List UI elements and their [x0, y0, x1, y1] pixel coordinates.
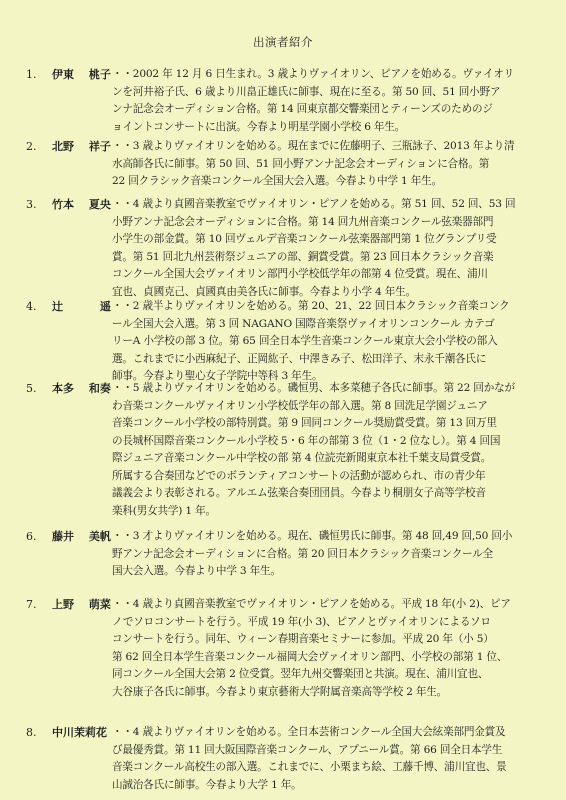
entry-number: 5. — [26, 382, 37, 395]
bio-line: び最優秀賞。第 11 回大阪国際音楽コンクール、アプニール賞。第 66 回全日本学生 — [112, 743, 503, 756]
performer-name: 北野 祥子 — [52, 140, 111, 153]
bio-line: リーA 小学校の部 3 位。第 65 回全日本学生音楽コンクール東京大会小学校の部入 — [112, 335, 498, 347]
performer-name: 辻 遥 — [52, 300, 111, 313]
bio-line: 野アンナ記念会オーディションに合格。第 20 回日本クラシック音楽コンクール全 — [112, 547, 494, 560]
bio-line: 師事。今春より聖心女子学院中等科 3 年生。 — [112, 370, 323, 382]
bio-line: 音楽コンクール小学校の部特別賞。第 9 回同コンクール奨励賞受賞。第 13 回万里 — [112, 417, 497, 429]
bio-line: 議義会より表彰される。アルエム弦楽合奏団団員。今春より桐朋女子高等学校音 — [112, 487, 486, 499]
bio-line: 22 回クラシック音楽コンクール全国大会入選。今春より中学 1 年生。 — [112, 175, 442, 187]
performer-name: 中川茉莉花 — [52, 726, 107, 739]
bio-line: 水高師各氏に師事。第 50 回、51 回小野アンナ記念会オーディションに合格。第 — [112, 157, 490, 170]
entry-number: 1. — [26, 68, 37, 81]
bio-line: ール全国大会入選。第 3 回 NAGANO 国際音楽祭ヴァイオリンコンクール カテゴ — [112, 317, 495, 330]
bio-line: わ音楽コンクールヴァイオリン小学校低学年の部入選。第 8 回洗足学園ジュニア — [112, 399, 488, 412]
bio-line: の長城杯国際音楽コンクール小学校 5・6 年の部第 3 位（1・2 位なし）。第 4 回国 — [112, 434, 501, 447]
entry-number: 3. — [26, 198, 37, 211]
performer-name: 竹本 夏央 — [52, 198, 111, 211]
performer-name: 伊東 桃子 — [52, 68, 111, 81]
bio-line: ・・4 歳より貞國音楽教室でヴァイオリン・ピアノを始める。平成 18 年(小 2)、ピア — [112, 598, 511, 610]
entry-number: 7. — [26, 598, 37, 611]
bio-line: ・・2002 年 12 月 6 日生まれ。3 歳よりヴァイオリン、ピアノを始める。ヴァイオリ — [112, 68, 515, 80]
bio-line: 選。これまでに小西麻紀子、正岡紘子、中澤きみ子、松田洋子、末永千潮各氏に — [112, 352, 487, 365]
bio-line: ノでソロコンサートを行う。平成 19 年(小 3)、ピアノとヴァイオリンによるソロ — [112, 615, 491, 628]
entry-number: 2. — [26, 140, 37, 153]
bio-line: ンを河井裕子氏、6 歳より川畠正雄氏に師事、現在に至る。第 50 回、51 回小野ア — [112, 85, 501, 98]
bio-line: 小学生の部金賞。第 10 回ヴェルデ音楽コンクール弦楽器部門第 1 位グランプリ受 — [112, 233, 497, 245]
bio-line: ョイントコンサートに出演。今春より明星学園小学校 6 年生。 — [112, 120, 406, 133]
entry-number: 8. — [26, 726, 37, 739]
bio-line: ・・5 歳よりヴァイオリンを始める。磯恒男、本多菜穂子各氏に師事。第 22 回かなが — [112, 382, 515, 394]
bio-line: 山誠治各氏に師事。今春より大学 1 年。 — [112, 778, 302, 791]
bio-line: 国大会入選。今春より中学 3 年生。 — [112, 565, 281, 577]
entry-number: 6. — [26, 530, 37, 543]
bio-line: ・・3 歳よりヴァイオリンを始める。現在までに佐藤明子、三瓶詠子、2013 年より清 — [112, 140, 515, 152]
performer-name: 藤井 美帆 — [52, 530, 111, 543]
bio-line: 所属する合奏団などでのボランティアコンサートの活動が認められ、市の青少年 — [112, 469, 486, 482]
bio-line: 宜也、貞國克己、貞國真由美各氏に師事。今春より小学 4 年生。 — [112, 285, 416, 298]
bio-line: 音楽コンクール高校生の部入選。これまでに、小栗まち絵、工藤千博、浦川宜也、景 — [112, 761, 507, 773]
bio-line: コンサートを行う。同年、ウィーン春期音楽セミナーに参加。平成 20 年（小 5） — [112, 633, 494, 645]
bio-line: ・・3 才よりヴァイオリンを始める。現在、磯恒男氏に師事。第 48 回,49 回,50 回小 — [112, 530, 513, 542]
page-title: 出演者紹介 — [253, 35, 313, 49]
bio-line: 楽科(男女共学) 1 年。 — [112, 504, 216, 517]
bio-line: ・・4 歳より貞國音楽教室でヴァイオリン・ピアノを始める。第 51 回、52 回、53 回 — [112, 198, 516, 210]
bio-line: 同コンクール全国大会第 2 位受賞。翌年九州交響楽団と共演。現在、浦川宜也、 — [112, 668, 489, 680]
bio-line: 際ジュニア音楽コンクール中学校の部 第 4 位読売新聞東京本社千葉支局賞受賞。 — [112, 452, 492, 464]
bio-line: ・・4 歳よりヴァイオリンを始める。全日本芸術コンクール全国大会絃楽部門金賞及 — [112, 726, 506, 738]
bio-line: コンクール全国大会ヴァイオリン部門小学校低学年の部第 4 位受賞。現在、浦川 — [112, 268, 488, 280]
bio-line: ・・2 歳半よりヴァイオリンを始める。第 20、21、22 回日本クラシック音楽コンク — [112, 300, 510, 312]
bio-line: 賞。第 51 回北九州芸術祭ジュニアの部、銅賞受賞。第 23 回日本クラシック音楽 — [112, 250, 494, 263]
bio-line: 小野アンナ記念会オーディションに合格。第 14 回九州音楽コンクール弦楽器部門 — [112, 215, 494, 228]
bio-line: 大谷康子各氏に師事。今春より東京藝術大学附属音楽高等学校 2 年生。 — [112, 685, 448, 698]
performer-name: 本多 和奏 — [52, 382, 111, 395]
performer-name: 上野 萌菜 — [52, 598, 111, 611]
bio-line: ンナ記念会オーディション合格。第 14 回東京都交響楽団とティーンズのためのジ — [112, 103, 493, 115]
entry-number: 4. — [26, 300, 37, 313]
bio-line: 第 62 回全日本学生音楽コンクール福岡大会ヴァイオリン部門、小学校の部第 1 位、 — [112, 650, 508, 663]
